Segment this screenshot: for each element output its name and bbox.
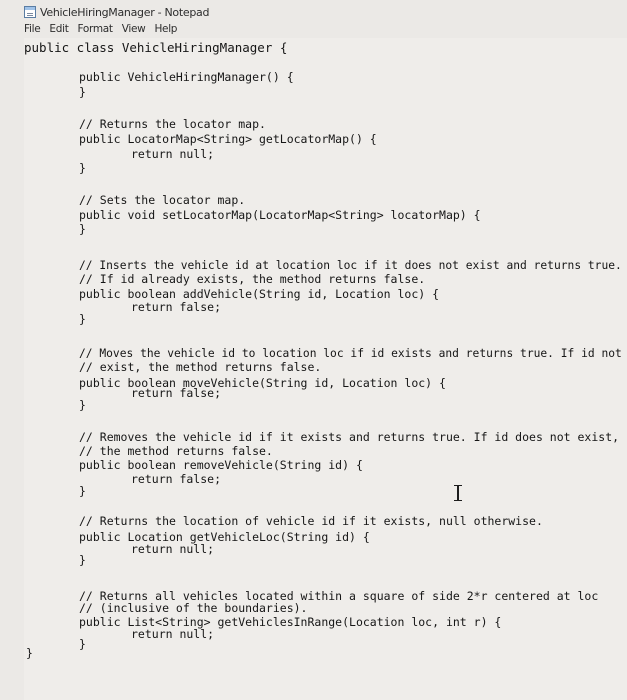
code-line: public Location getVehicleLoc(String id) { [79,530,370,544]
code-line: return false; [131,472,222,486]
notepad-icon [24,6,36,18]
menu-edit[interactable]: Edit [49,23,69,35]
code-line: } [79,484,86,498]
title-bar [24,4,627,20]
code-line: return null; [131,627,215,641]
menu-format[interactable]: Format [77,23,113,35]
menu-bar [24,23,177,37]
menu-file[interactable]: File [24,23,41,35]
code-line: public boolean removeVehicle(String id) { [79,458,363,472]
code-line: // Moves the vehicle id to location loc if id exists and returns true. If id not [79,346,622,360]
code-line: // If id already exists, the method returns false. [79,272,426,286]
code-line: public VehicleHiringManager() { [79,70,294,84]
code-line: } [79,398,86,412]
code-line: // Inserts the vehicle id at location loc if it does not exist and returns true. [79,258,622,272]
text-cursor-icon [452,484,464,502]
window-title: VehicleHiringManager - Notepad [40,5,210,19]
code-line: } [79,312,86,326]
code-line: } [79,161,86,175]
code-line: // Returns all vehicles located within a square of side 2*r centered at loc [79,589,599,603]
code-line: public boolean moveVehicle(String id, Location loc) { [79,376,446,390]
code-line: } [79,637,86,651]
code-line: // Returns the locator map. [79,117,266,131]
code-line: public boolean addVehicle(String id, Location loc) { [79,287,440,301]
code-line: } [79,553,86,567]
code-line: public class VehicleHiringManager { [24,40,288,55]
code-line: // exist, the method returns false. [79,360,322,374]
code-line: // Returns the location of vehicle id if it exists, null otherwise. [79,514,543,528]
code-line: } [79,222,86,236]
code-line: public List<String> getVehiclesInRange(Location loc, int r) { [79,615,502,629]
code-line: public void setLocatorMap(LocatorMap<String> locatorMap) { [79,208,481,222]
code-line: public LocatorMap<String> getLocatorMap() { [79,132,377,146]
code-line: } [79,85,86,99]
code-line: // the method returns false. [79,444,273,458]
code-line: return false; [131,386,222,400]
code-line: // (inclusive of the boundaries). [79,601,308,615]
code-line: return false; [131,300,222,314]
code-line: } [26,646,33,660]
menu-help[interactable]: Help [154,23,178,35]
code-line: // Sets the locator map. [79,193,246,207]
menu-view[interactable]: View [121,23,146,35]
code-line: return null; [131,542,215,556]
code-line: return null; [131,147,215,161]
code-line: // Removes the vehicle id if it exists and returns true. If id does not exist, [79,430,620,444]
